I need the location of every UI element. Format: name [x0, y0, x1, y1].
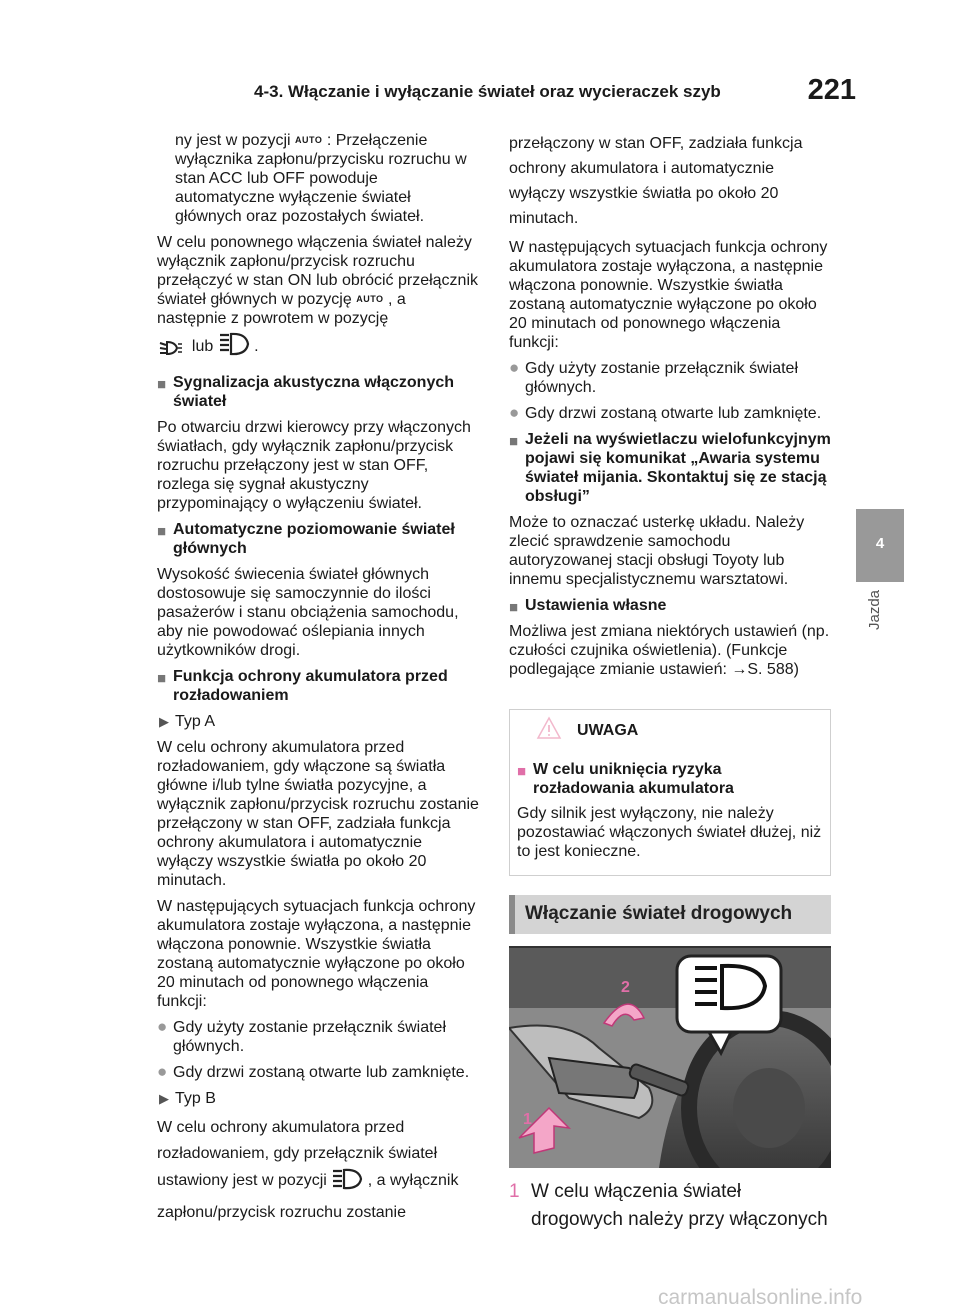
text-span: Gdy drzwi zostaną otwarte lub zamknięte.: [525, 405, 822, 422]
heading-text: Ustawienia własne: [525, 597, 667, 614]
text-span: : Przełączenie wyłącznika zapłonu/przycisku rozruchu w stan ACC lub OFF powoduje automatyczne wyłączenie świateł głównych oraz pozostałych świateł.: [175, 132, 467, 225]
text-span: W celu ponownego włączenia świateł należy wyłącznik zapłonu/przycisk rozruchu przełączyć w stan ON lub obrócić przełącznik świateł głównych w pozycję: [157, 234, 479, 308]
low-beam-icon: [157, 339, 183, 366]
section-header: [509, 895, 831, 934]
chapter-tab[interactable]: [856, 509, 904, 582]
section-title: Włączanie świateł drogowych: [525, 903, 793, 924]
position-lamp-icon: [331, 1167, 363, 1200]
heading-auto-leveling: ■ Automatyczne poziomowanie świateł głównych: [157, 521, 455, 557]
auto-icon: AUTO: [295, 135, 323, 145]
text-span: .: [254, 338, 259, 355]
heading-battery-saver: ■ Funkcja ochrony akumulatora przed rozładowaniem: [157, 668, 448, 704]
text-span: Gdy użyty zostanie przełącznik świateł głównych.: [525, 360, 798, 396]
heading-text: Funkcja ochrony akumulatora przed rozładowaniem: [173, 668, 448, 704]
paragraph: W następujących sytuacjach funkcja ochrony akumulatora zostaje wyłączona, a następnie włączona ponownie. Wszystkie światła zostaną automatycznie wyłączone po około 20 minutach od ponownego włączenia funkcji:: [509, 239, 828, 351]
watermark: carmanualsonline.info: [658, 1286, 863, 1309]
figure-callout-1: 1: [523, 1111, 532, 1128]
page-header: [254, 76, 856, 108]
chapter-tab-number: 4: [875, 535, 885, 552]
high-beam-illustration: [509, 946, 831, 1168]
text-span: Typ B: [175, 1090, 216, 1107]
chapter-tab-label: Jazda: [866, 590, 883, 631]
list-item: ● Gdy drzwi zostaną otwarte lub zamknięte.: [509, 403, 822, 422]
text-span: lub: [191, 338, 214, 355]
list-item: ● Gdy użyty zostanie przełącznik świateł głównych.: [157, 1017, 446, 1055]
right-column: [509, 131, 831, 686]
list-item: ● Gdy drzwi zostaną otwarte lub zamknięte.: [157, 1062, 470, 1081]
text-span: Gdy użyty zostanie przełącznik świateł głównych.: [173, 1019, 446, 1055]
figure-callout-2: 2: [621, 979, 630, 996]
paragraph: Możliwa jest zmiana niektórych ustawień (np. czułości czujnika oświetlenia). (Funkcje podlegające zmianie ustawień: →S. 588): [509, 623, 830, 678]
text-span: Typ A: [175, 713, 216, 730]
text-span: , a następnie z powrotem w pozycję: [157, 291, 406, 327]
type-b-label: ▶ Typ B: [159, 1090, 216, 1107]
chapter-title: 4-3. Włączanie i wyłączanie świateł oraz wycieraczek szyb: [254, 82, 721, 101]
paragraph: przełączony w stan OFF, zadziała funkcja ochrony akumulatora i automatycznie wyłączy wszystkie światła po około 20 minutach.: [509, 135, 803, 227]
heading-audible-warning: ■ Sygnalizacja akustyczna włączonych świateł: [157, 374, 455, 410]
high-beam-icon: [218, 331, 250, 366]
heading-error-message: ■ Jeżeli na wyświetlaczu wielofunkcyjnym pojawi się komunikat „Awaria systemu świateł mijania. Skontaktuj się ze stacją obsługi”: [509, 431, 831, 505]
warning-body: [517, 760, 823, 867]
text-span: , a wyłącznik zapłonu/przycisk rozruchu zostanie: [157, 1172, 459, 1221]
warning-box: [509, 709, 831, 876]
paragraph: Wysokość świecenia świateł głównych dostosowuje się samoczynnie do ilości pasażerów i stanu obciążenia samochodu, aby nie powodować oślepiania innych użytkowników drogi.: [157, 566, 459, 659]
warning-triangle-icon: [536, 716, 562, 745]
left-column: [157, 131, 479, 1233]
auto-paragraph: [157, 131, 479, 226]
auto-icon: AUTO: [356, 294, 384, 304]
paragraph: Po otwarciu drzwi kierowcy przy włączonych światłach, gdy wyłącznik zapłonu/przycisk rozruchu przełączony jest w stan OFF, rozlega się sygnał akustyczny przypominający o wyłączeniu świateł.: [157, 419, 471, 512]
heading-text: Sygnalizacja akustyczna włączonych świateł: [173, 374, 455, 410]
text-span: W celu ochrony akumulatora przed rozładowaniem, gdy przełącznik świateł ustawiony jest w pozycji: [157, 1119, 438, 1189]
type-a-label: ▶ Typ A: [159, 713, 216, 730]
heading-text: Automatyczne poziomowanie świateł głównych: [173, 521, 455, 557]
reactivation-paragraph: [157, 233, 479, 328]
step-1: [509, 1178, 831, 1234]
paragraph: [157, 1115, 479, 1226]
warning-heading: ■ W celu uniknięcia ryzyka rozładowania akumulatora: [517, 761, 734, 797]
paragraph: W następujących sytuacjach funkcja ochrony akumulatora zostaje wyłączona, a następnie włączona ponownie. Wszystkie światła zostaną automatycznie wyłączone po około 20 minutach od ponownego włączenia funkcji:: [157, 898, 476, 1010]
step-text: W celu włączenia świateł drogowych należy przy włączonych: [531, 1181, 828, 1230]
icon-line: [157, 331, 479, 366]
step-number: 1: [509, 1181, 520, 1202]
heading-custom-settings: ■ Ustawienia własne: [509, 597, 667, 616]
list-item: ● Gdy użyty zostanie przełącznik świateł głównych.: [509, 358, 798, 396]
heading-text: W celu uniknięcia ryzyka rozładowania akumulatora: [533, 761, 734, 797]
paragraph: Może to oznaczać usterkę układu. Należy zlecić sprawdzenie samochodu autoryzowanej stacji obsługi Toyoty lub innemu specjalistycznemu warsztatowi.: [509, 514, 805, 588]
warning-text: Gdy silnik jest wyłączony, nie należy pozostawiać włączonych świateł dłużej, niż to jest konieczne.: [517, 805, 822, 860]
heading-text: Jeżeli na wyświetlaczu wielofunkcyjnym pojawi się komunikat „Awaria systemu świateł mijania. Skontaktuj się ze stacją obsługi”: [525, 431, 831, 505]
text-span: Gdy drzwi zostaną otwarte lub zamknięte.: [173, 1064, 470, 1081]
warning-title: UWAGA: [577, 722, 639, 739]
paragraph: W celu ochrony akumulatora przed rozładowaniem, gdy włączone są światła główne i/lub tylne światła pozycyjne, a wyłącznik zapłonu/przycisk rozruchu zostanie przełączony w stan OFF, zadziała funkcja ochrony akumulatora i automatycznie wyłączy wszystkie światła po około 20 minutach.: [157, 739, 479, 889]
page-number: 221: [807, 74, 856, 106]
text-span: ny jest w pozycji: [175, 132, 291, 149]
